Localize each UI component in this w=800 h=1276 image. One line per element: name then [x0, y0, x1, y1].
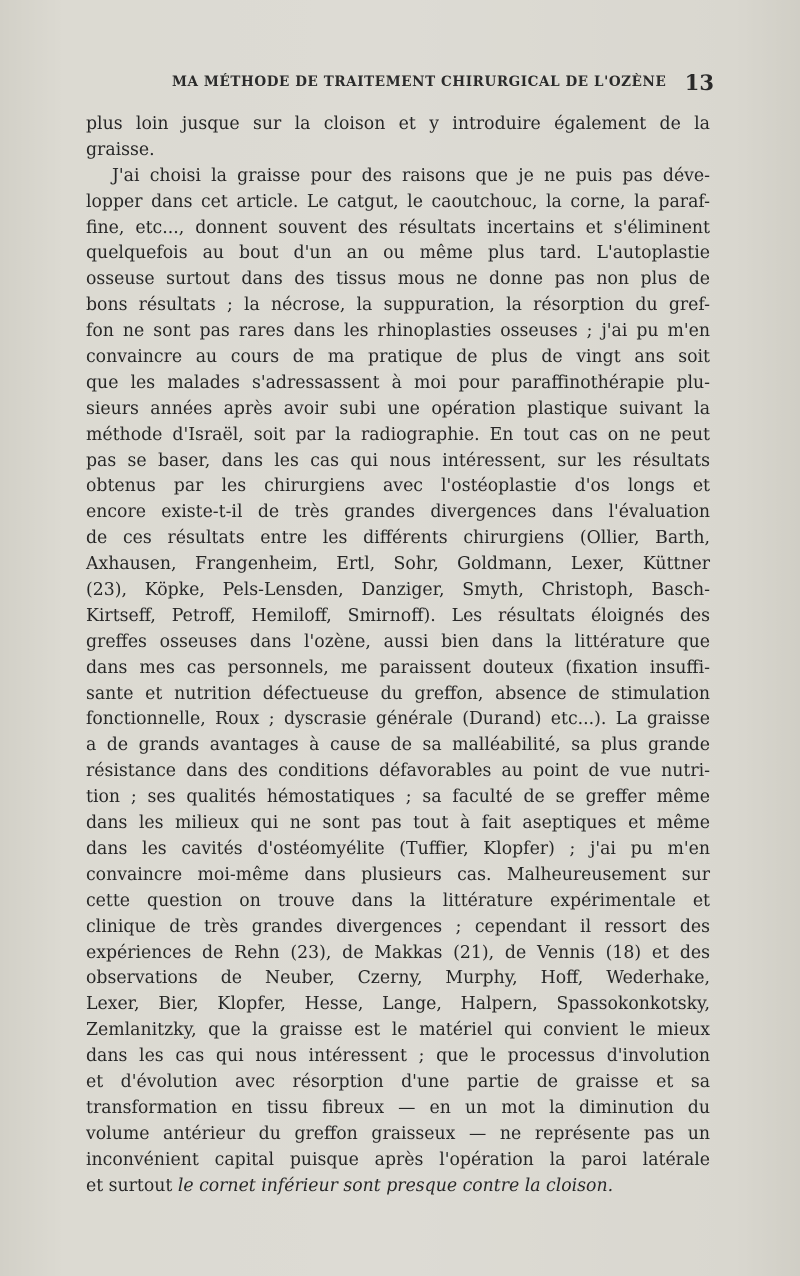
text-line: Zemlanitzky, que la graisse est le matériel qui convient le mieux: [86, 1020, 710, 1041]
running-head: [86, 70, 714, 94]
page-number: 13: [684, 70, 714, 95]
body-text: [86, 112, 710, 1199]
text-line: J'ai choisi la graisse pour des raisons que je ne puis pas déve-: [112, 165, 710, 186]
text-line: osseuse surtout dans des tissus mous ne donne pas non plus de: [86, 269, 710, 290]
text-line: a de grands avantages à cause de sa malléabilité, sa plus grande: [86, 735, 710, 756]
text-line: et d'évolution avec résorption d'une partie de graisse et sa: [86, 1071, 710, 1092]
text-line: tion ; ses qualités hémostatiques ; sa faculté de se greffer même: [86, 787, 710, 808]
text-line: fine, etc..., donnent souvent des résultats incertains et s'éliminent: [86, 217, 710, 238]
text-line: dans les milieux qui ne sont pas tout à fait aseptiques et même: [86, 813, 710, 834]
text-line: cette question on trouve dans la littérature expérimentale et: [86, 890, 710, 911]
text-line: Kirtseff, Petroff, Hemiloff, Smirnoff). Les résultats éloignés des: [86, 605, 710, 626]
text-line: encore existe-t-il de très grandes divergences dans l'évaluation: [86, 502, 710, 523]
text-line: dans les cas qui nous intéressent ; que le processus d'involution: [86, 1046, 710, 1067]
text-line: convaincre moi-même dans plusieurs cas. Malheureusement sur: [86, 864, 710, 885]
text-line: dans mes cas personnels, me paraissent douteux (fixation insuffi-: [86, 657, 710, 678]
text-line: Lexer, Bier, Klopfer, Hesse, Lange, Halpern, Spassokonkotsky,: [86, 994, 710, 1015]
text-line: convaincre au cours de ma pratique de plus de vingt ans soit: [86, 347, 710, 368]
italic-phrase: le cornet inférieur sont presque contre la cloison.: [177, 1175, 614, 1196]
text-line: quelquefois au bout d'un an ou même plus tard. L'autoplastie: [86, 243, 710, 264]
text-line: (23), Köpke, Pels-Lensden, Danziger, Smyth, Christoph, Basch-: [86, 580, 710, 601]
text-line: résistance dans des conditions défavorables au point de vue nutri-: [86, 761, 710, 782]
text-line: fonctionnelle, Roux ; dyscrasie générale (Durand) etc...). La graisse: [86, 709, 710, 730]
text-line: dans les cavités d'ostéomyélite (Tuffier, Klopfer) ; j'ai pu m'en: [86, 838, 710, 859]
text-line: méthode d'Israël, soit par la radiographie. En tout cas on ne peut: [86, 424, 710, 445]
final-line-start: et surtout: [86, 1175, 178, 1196]
text-line: expériences de Rehn (23), de Makkas (21), de Vennis (18) et des: [86, 942, 710, 963]
text-line: fon ne sont pas rares dans les rhinoplasties osseuses ; j'ai pu m'en: [86, 321, 710, 342]
text-line: obtenus par les chirurgiens avec l'ostéoplastie d'os longs et: [86, 476, 710, 497]
text-line: sieurs années après avoir subi une opération plastique suivant la: [86, 398, 710, 419]
text-line: inconvénient capital puisque après l'opération la paroi latérale: [86, 1149, 710, 1170]
text-line: lopper dans cet article. Le catgut, le caoutchouc, la corne, la paraf-: [86, 191, 710, 212]
text-line: graisse.: [86, 139, 155, 160]
text-line: transformation en tissu fibreux — en un mot la diminution du: [86, 1097, 710, 1118]
text-line: que les malades s'adressassent à moi pour paraffinothérapie plu-: [86, 372, 710, 393]
text-line: greffes osseuses dans l'ozène, aussi bien dans la littérature que: [86, 631, 710, 652]
text-line: volume antérieur du greffon graisseux — ne représente pas un: [86, 1123, 710, 1144]
text-line: pas se baser, dans les cas qui nous intéressent, sur les résultats: [86, 450, 710, 471]
text-line: observations de Neuber, Czerny, Murphy, Hoff, Wederhake,: [86, 968, 710, 989]
running-title: MA MÉTHODE DE TRAITEMENT CHIRURGICAL DE L'OZÈNE: [172, 74, 667, 90]
text-line: plus loin jusque sur la cloison et y introduire également de la: [86, 114, 710, 134]
text-line: clinique de très grandes divergences ; cependant il ressort des: [86, 916, 710, 937]
text-line: de ces résultats entre les différents chirurgiens (Ollier, Barth,: [86, 528, 710, 549]
text-line: Axhausen, Frangenheim, Ertl, Sohr, Goldmann, Lexer, Küttner: [86, 554, 710, 575]
text-line: bons résultats ; la nécrose, la suppuration, la résorption du gref-: [86, 295, 710, 316]
text-line: sante et nutrition défectueuse du greffon, absence de stimulation: [86, 683, 710, 704]
final-text-line: [86, 1174, 710, 1200]
